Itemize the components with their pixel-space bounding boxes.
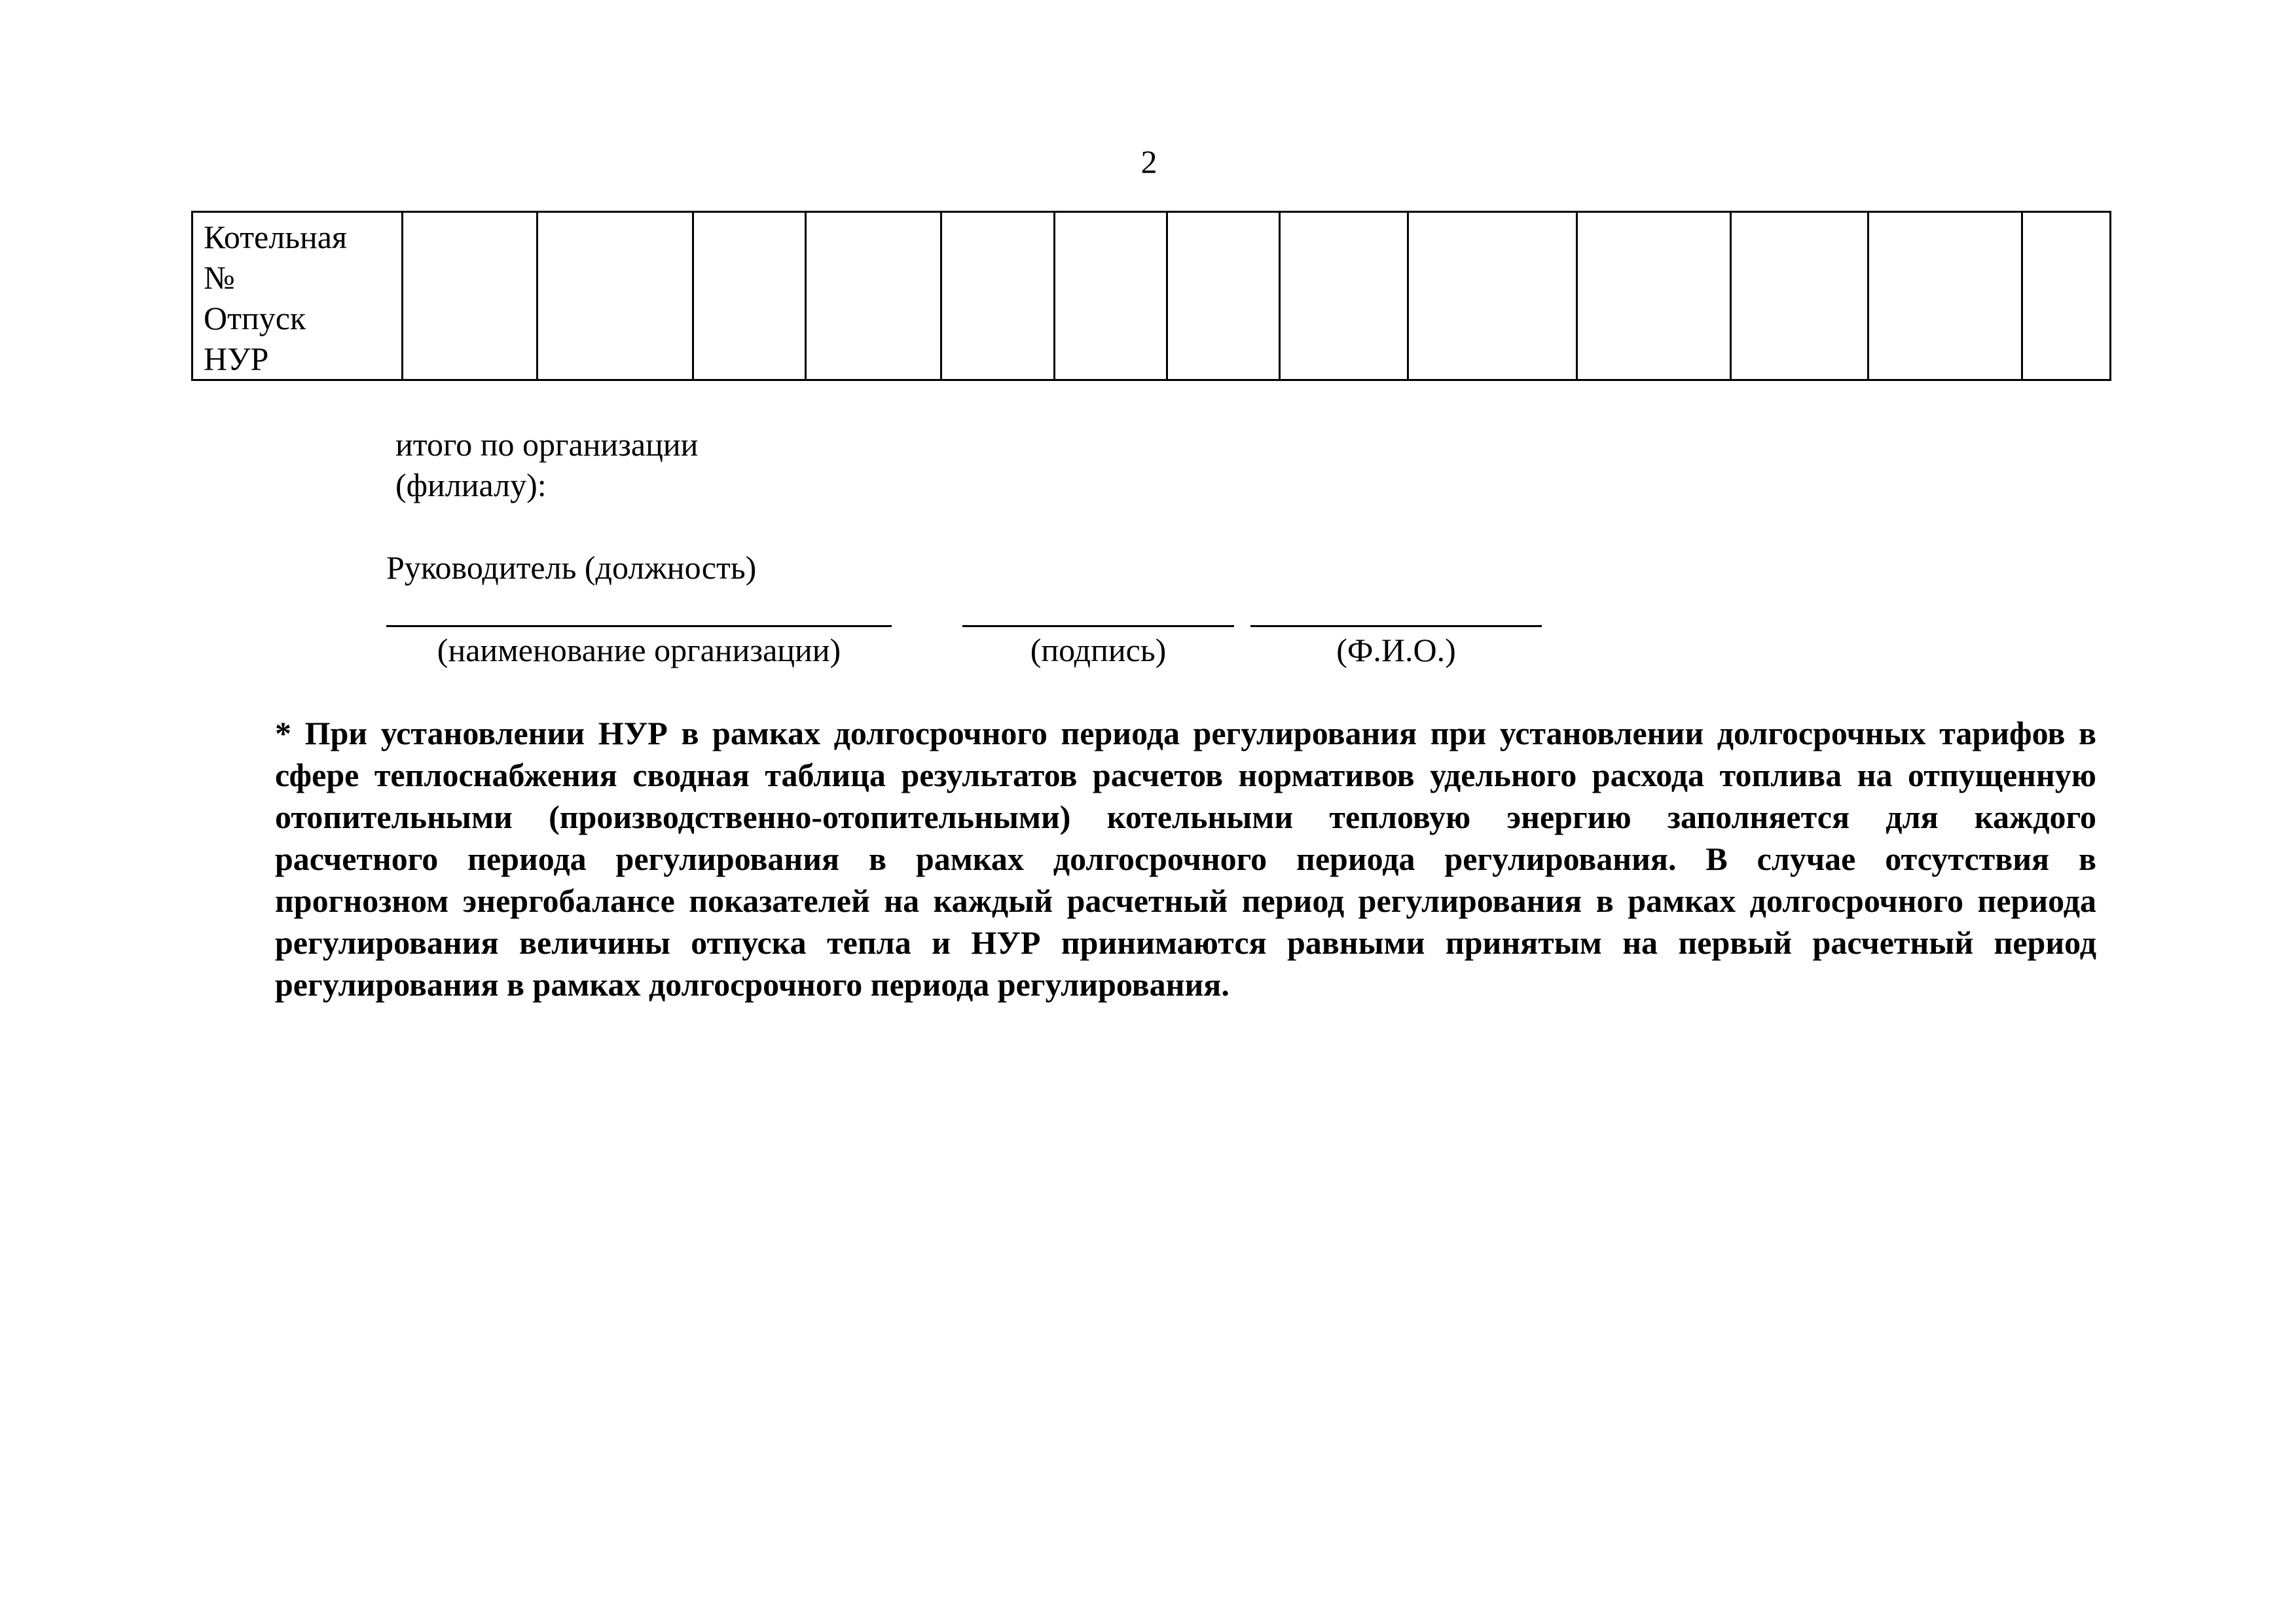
footnote-line: регулирования величины отпуска тепла и НУР принимаются равными принятым на первый расчетный период (275, 924, 2096, 961)
full-name-caption: (Ф.И.О.) (1336, 632, 1456, 668)
head-position-label: Руководитель (должность) (386, 549, 757, 586)
table-cell (538, 212, 693, 380)
signature-line (962, 625, 1234, 627)
footnote-line: регулирования в рамках долгосрочного периода регулирования. (275, 966, 1230, 1003)
footnote-line: * При установлении НУР в рамках долгосрочного периода регулирования при установлении долгосрочных тарифов в (275, 715, 2096, 751)
table-cell (693, 212, 806, 380)
total-by-organization (395, 424, 698, 505)
signature-caption: (подпись) (1030, 632, 1167, 668)
footnote-line: расчетного периода регулирования в рамках долгосрочного периода регулирования. В случае отсутствия в (275, 840, 2096, 877)
table-cell (403, 212, 538, 380)
table-cell (806, 212, 941, 380)
table-cell (1280, 212, 1408, 380)
results-table (191, 211, 2111, 381)
table-cell (1408, 212, 1577, 380)
footnote-line: сфере теплоснабжения сводная таблица результатов расчетов нормативов удельного расхода топлива на отпущенную (275, 757, 2096, 793)
table-cell (1167, 212, 1280, 380)
table-cell (1731, 212, 1868, 380)
row-header-line: НУР (204, 340, 269, 377)
page-number: 2 (1140, 143, 1157, 180)
table-cell (2022, 212, 2111, 380)
organization-name-line (386, 625, 892, 627)
total-line: (филиалу): (395, 467, 547, 503)
row-header-cell (192, 212, 403, 380)
table-row (192, 212, 2111, 380)
full-name-line (1250, 625, 1542, 627)
row-header-line: Котельная (204, 219, 347, 255)
table-cell (1055, 212, 1167, 380)
row-header-line: Отпуск (204, 300, 306, 336)
row-header-line: № (204, 259, 235, 296)
table-cell (941, 212, 1055, 380)
organization-name-caption: (наименование организации) (437, 632, 841, 668)
total-line: итого по организации (395, 426, 699, 463)
results-table-fragment (191, 211, 2109, 380)
table-cell (1868, 212, 2022, 380)
footnote-line: прогнозном энергобалансе показателей на каждый расчетный период регулирования в рамках долгосрочного периода (275, 882, 2096, 919)
footnote-line: отопительными (производственно-отопительными) котельными тепловую энергию заполняется для каждого (275, 799, 2096, 835)
footnote (275, 712, 2096, 1005)
table-cell (1577, 212, 1731, 380)
